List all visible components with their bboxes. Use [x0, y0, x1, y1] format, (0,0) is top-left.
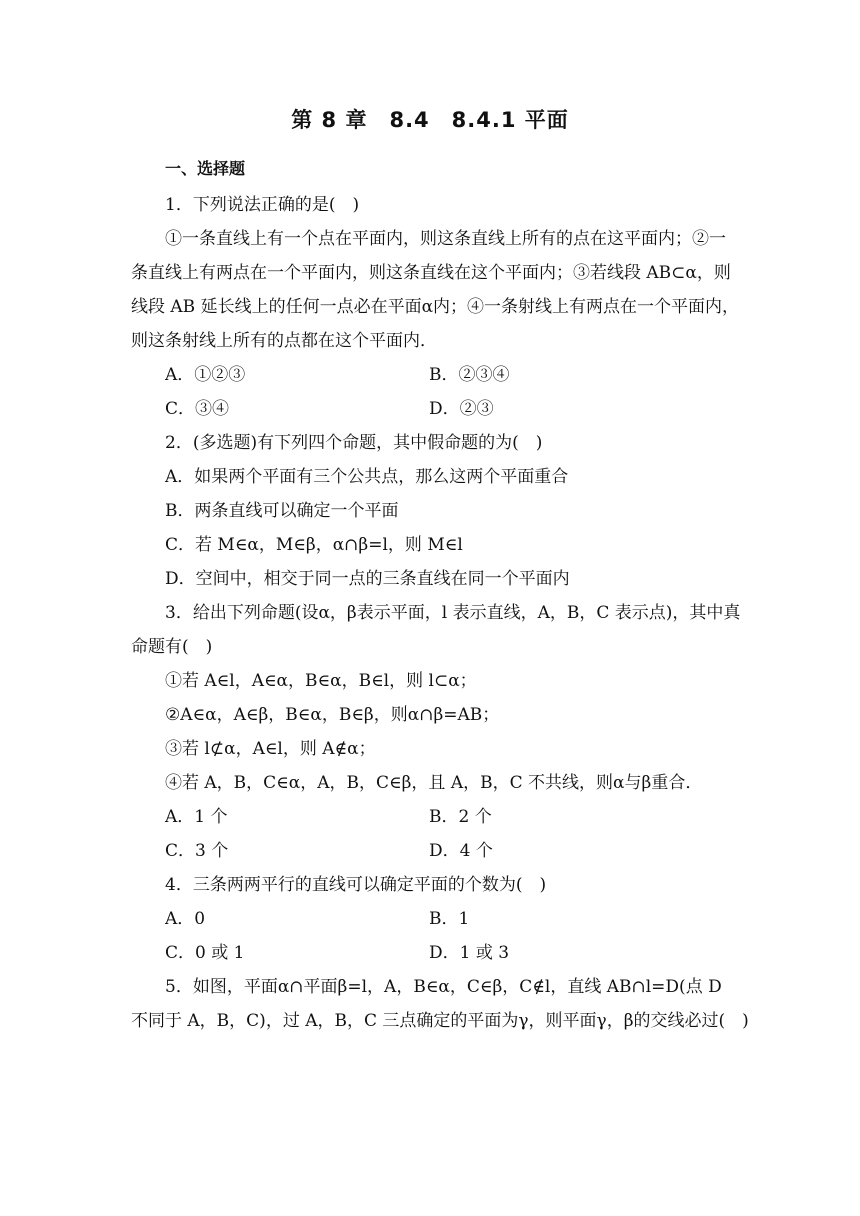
question-stem: 命题有( ) [131, 637, 213, 657]
section-heading: 一、选择题 [165, 159, 246, 178]
question-4 [131, 868, 732, 970]
option-b: B．两条直线可以确定一个平面 [165, 501, 399, 521]
question-body-line: ③若 l⊄α，A∈l，则 A∉α； [165, 739, 376, 759]
question-stem: 1．下列说法正确的是( ) [165, 195, 360, 215]
question-3 [131, 596, 741, 868]
question-body-line: ①若 A∈l，A∈α，B∈α，B∈l，则 l⊂α； [165, 671, 477, 691]
option-row [131, 800, 732, 834]
question-stem: 2．(多选题)有下列四个命题，其中假命题的为( ) [165, 433, 543, 453]
question-2 [131, 426, 732, 596]
option-d: D．1 或 3 [429, 943, 510, 963]
option-a: A．0 [165, 909, 206, 929]
option-d: D．4 个 [429, 841, 493, 861]
option-c: C．③④ [165, 399, 230, 419]
option-row [131, 392, 732, 426]
option-b: B．2 个 [429, 807, 492, 827]
option-row [131, 358, 732, 392]
question-1 [131, 188, 740, 426]
question-stem: 3．给出下列命题(设α，β表示平面，l 表示直线，A，B，C 表示点)，其中真 [165, 603, 741, 623]
option-a: A．1 个 [165, 807, 228, 827]
question-stem: 5．如图，平面α∩平面β=l，A，B∈α，C∈β，C∉l，直线 AB∩l=D(点 D [165, 977, 722, 997]
option-c: C．若 M∈α，M∈β，α∩β=l，则 M∈l [165, 535, 463, 555]
option-c: C．0 或 1 [165, 943, 245, 963]
option-b: B．1 [429, 909, 470, 929]
question-5 [131, 970, 749, 1038]
question-stem: 4．三条两两平行的直线可以确定平面的个数为( ) [165, 875, 547, 895]
page-title: 第 8 章 8.4 8.4.1 平面 [291, 108, 569, 132]
question-body-line: ④若 A，B，C∈α，A，B，C∈β，且 A，B，C 不共线，则α与β重合． [165, 773, 703, 793]
question-body-line: ①一条直线上有一个点在平面内，则这条直线上所有的点在这平面内；②一 [165, 229, 726, 249]
question-body-line: 则这条射线上所有的点都在这个平面内． [131, 331, 437, 351]
option-a: A．如果两个平面有三个公共点，那么这两个平面重合 [165, 467, 569, 487]
option-d: D．②③ [429, 399, 494, 419]
question-list [131, 188, 749, 1038]
question-body-line: ②A∈α，A∈β，B∈α，B∈β，则α∩β=AB； [165, 705, 500, 725]
question-body-line: 条直线上有两点在一个平面内，则这条直线在这个平面内；③若线段 AB⊂α，则 [131, 263, 731, 283]
option-a: A．①②③ [165, 365, 246, 385]
option-b: B．②③④ [429, 365, 510, 385]
option-row [131, 936, 732, 970]
question-stem: 不同于 A，B，C)，过 A，B，C 三点确定的平面为γ，则平面γ，β的交线必过( ) [131, 1011, 749, 1031]
option-row [131, 902, 732, 936]
option-row [131, 834, 732, 868]
option-d: D．空间中，相交于同一点的三条直线在同一个平面内 [165, 569, 570, 589]
option-c: C．3 个 [165, 841, 229, 861]
question-body-line: 线段 AB 延长线上的任何一点必在平面α内；④一条射线上有两点在一个平面内， [131, 297, 740, 317]
